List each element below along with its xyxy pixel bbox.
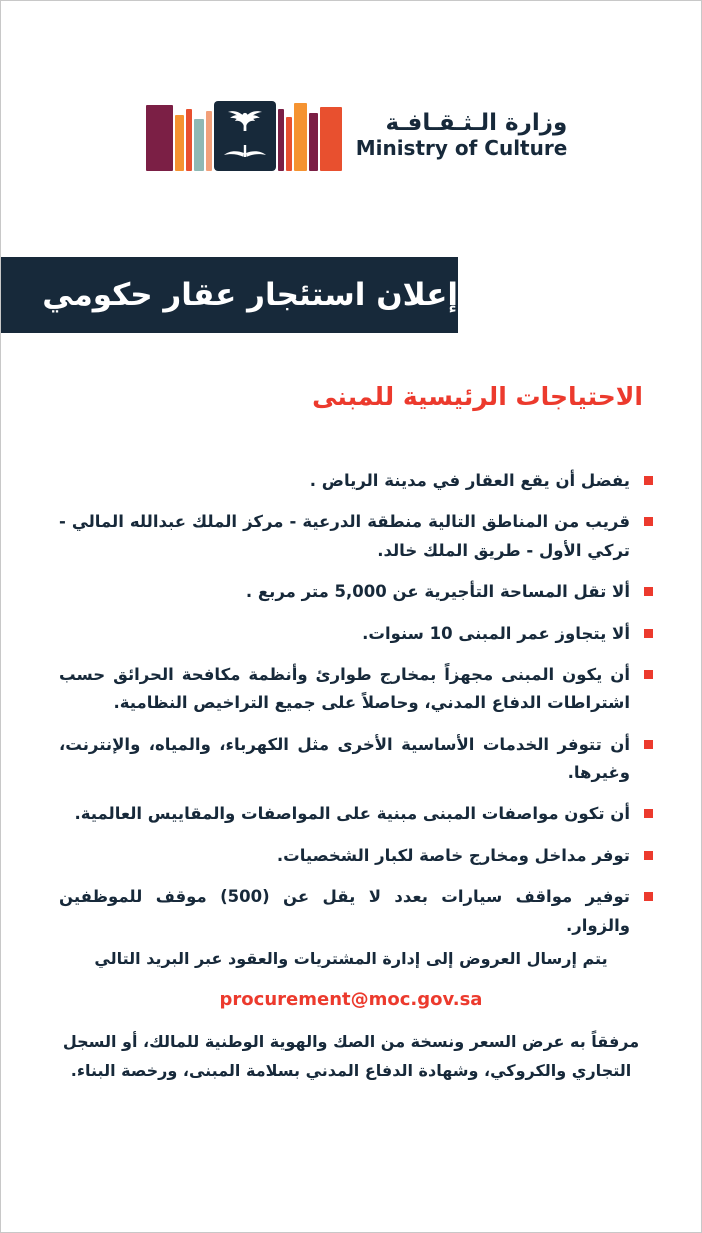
book-spine: [175, 115, 184, 171]
requirement-text: توفر مداخل ومخارج خاصة لكبار الشخصيات.: [276, 845, 630, 865]
requirement-text: ألا تقل المساحة التأجيرية عن 5,000 متر مربع .: [245, 582, 630, 602]
square-bullet-icon: [644, 629, 653, 638]
contact-footer: [59, 945, 643, 1086]
list-item: [59, 661, 653, 718]
announcement-banner: [1, 257, 458, 333]
procurement-email-link[interactable]: procurement@moc.gov.sa: [219, 989, 483, 1010]
square-bullet-icon: [644, 476, 653, 485]
book-spine: [309, 113, 318, 171]
ministry-logo: [1, 97, 702, 173]
list-item: [59, 508, 653, 565]
square-bullet-icon: [644, 517, 653, 526]
square-bullet-icon: [644, 851, 653, 860]
book-spine: [320, 107, 342, 171]
square-bullet-icon: [644, 892, 653, 901]
logo-wordmark: [356, 111, 568, 158]
book-spine: [206, 111, 212, 171]
requirement-text: أن يكون المبنى مجهزاً بمخارج طوارئ وأنظمة مكافحة الحرائق حسب اشتراطات الدفاع المدني، وحاصلاً على جميع التراخيص النظامية.: [59, 664, 630, 713]
book-spine: [146, 105, 173, 171]
list-item: [59, 842, 653, 870]
list-item: [59, 800, 653, 828]
book-spine: [186, 109, 192, 171]
requirement-text: ألا يتجاوز عمر المبنى 10 سنوات.: [362, 623, 630, 643]
requirement-text: يفضل أن يقع العقار في مدينة الرياض .: [309, 471, 630, 490]
book-spine: [294, 103, 307, 171]
list-item: [59, 731, 653, 788]
logo-arabic-name: وزارة الـثـقـافـة: [385, 110, 568, 137]
requirements-list: [59, 467, 653, 953]
square-bullet-icon: [644, 587, 653, 596]
announcement-title: إعلان استئجار عقار حكومي: [42, 277, 458, 313]
requirement-text: أن تتوفر الخدمات الأساسية الأخرى مثل الكهرباء، والمياه، والإنترنت، وغيرها.: [59, 734, 630, 782]
requirement-text: قريب من المناطق التالية منطقة الدرعية - مركز الملك عبدالله المالي - تركي الأول - طريق الملك خالد.: [59, 512, 630, 560]
palm-tree-emblem-icon: [214, 101, 276, 171]
list-item: [59, 620, 653, 648]
square-bullet-icon: [644, 670, 653, 679]
stacked-books-icon: [137, 99, 342, 171]
list-item: [59, 578, 653, 606]
submission-instructions: يتم إرسال العروض إلى إدارة المشتريات والعقود عبر البريد التالي: [94, 949, 608, 968]
requirement-text: أن تكون مواصفات المبنى مبنية على المواصفات والمقاييس العالمية.: [74, 804, 630, 824]
square-bullet-icon: [644, 809, 653, 818]
book-spine: [286, 117, 292, 171]
required-attachments-note: مرفقاً به عرض السعر ونسخة من الصك والهوية الوطنية للمالك، أو السجل التجاري والكروكي، وشهادة الدفاع المدني بسلامة المبنى، ورخصة البناء.: [62, 1032, 640, 1080]
square-bullet-icon: [644, 740, 653, 749]
list-item: [59, 467, 653, 495]
book-spine: [194, 119, 204, 171]
section-heading: الاحتياجات الرئيسية للمبنى: [312, 382, 643, 411]
list-item: [59, 883, 653, 940]
requirement-text: توفير مواقف سيارات بعدد لا يقل عن (500) موقف للموظفين والزوار.: [59, 887, 630, 935]
book-spine: [278, 109, 284, 171]
logo-english-name: Ministry of Culture: [355, 135, 568, 160]
